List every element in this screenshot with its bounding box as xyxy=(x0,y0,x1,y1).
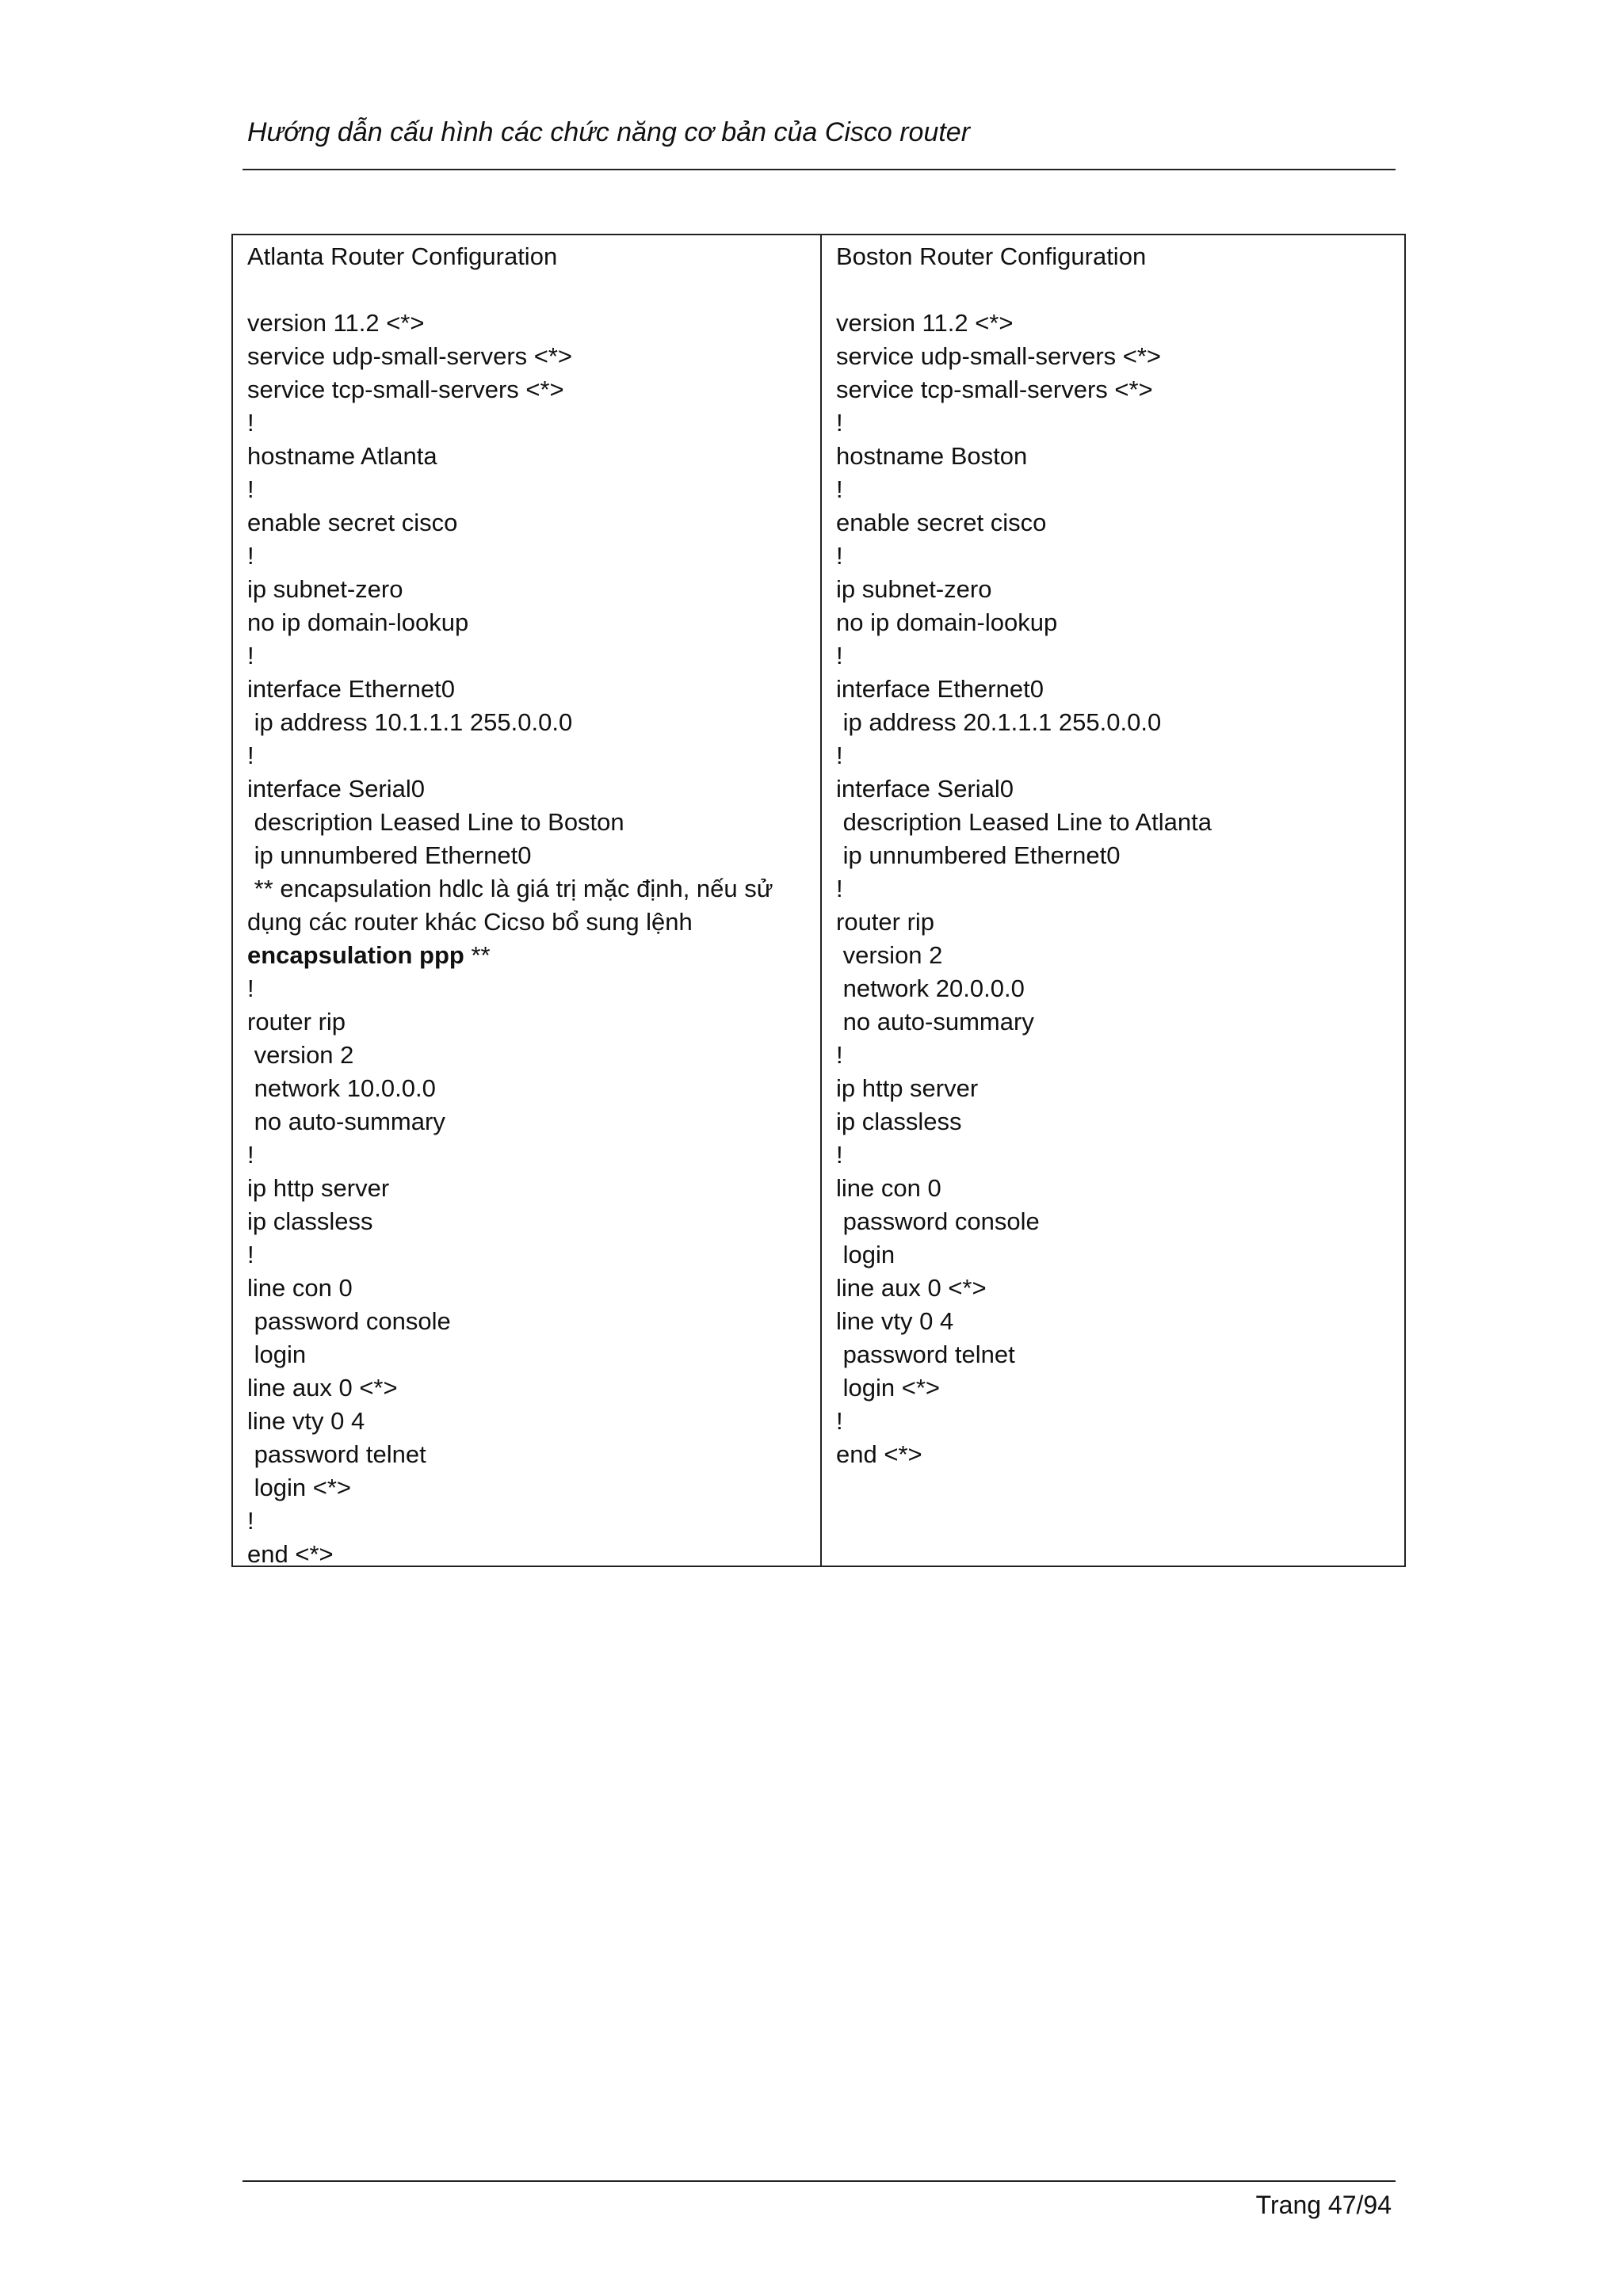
config-line: ! xyxy=(836,475,843,503)
config-line: password telnet xyxy=(836,1341,1015,1368)
config-line: ! xyxy=(247,409,254,437)
config-line: router rip xyxy=(836,908,935,936)
note-closing-marker: ** xyxy=(464,941,491,969)
config-line: ip unnumbered Ethernet0 xyxy=(836,841,1121,869)
config-line: end <*> xyxy=(247,1540,334,1566)
atlanta-config-lines xyxy=(247,307,808,872)
router-config-table xyxy=(231,234,1406,1567)
config-line: ! xyxy=(836,875,843,902)
config-line: ! xyxy=(247,974,254,1002)
config-line: ip subnet-zero xyxy=(836,575,992,603)
boston-config-title: Boston Router Configuration xyxy=(836,242,1147,270)
config-line: line con 0 xyxy=(836,1174,941,1202)
config-line: no ip domain-lookup xyxy=(836,608,1058,636)
config-line: password console xyxy=(247,1307,451,1335)
config-line: login xyxy=(247,1341,307,1368)
config-line: ! xyxy=(836,409,843,437)
config-line: network 20.0.0.0 xyxy=(836,974,1025,1002)
config-line: ! xyxy=(247,1141,254,1169)
config-line: ! xyxy=(836,1141,843,1169)
page-header-title: Hướng dẫn cấu hình các chức năng cơ bản của Cisco router xyxy=(247,117,971,147)
config-line: ip subnet-zero xyxy=(247,575,403,603)
config-line: ip http server xyxy=(247,1174,390,1202)
config-line: login <*> xyxy=(836,1374,940,1402)
config-line: ! xyxy=(247,475,254,503)
config-line: hostname Atlanta xyxy=(247,442,437,470)
boston-config-column xyxy=(822,235,1404,1566)
config-line: ! xyxy=(836,742,843,769)
config-line: login xyxy=(836,1241,896,1268)
config-line: ! xyxy=(836,642,843,669)
config-line: line aux 0 <*> xyxy=(836,1274,987,1302)
config-line: interface Serial0 xyxy=(247,775,426,803)
config-line: ip address 10.1.1.1 255.0.0.0 xyxy=(247,708,573,736)
config-line: no ip domain-lookup xyxy=(247,608,469,636)
config-line: interface Ethernet0 xyxy=(247,675,455,703)
config-line: no auto-summary xyxy=(247,1108,445,1135)
config-line: network 10.0.0.0 xyxy=(247,1074,436,1102)
config-line: ! xyxy=(247,1241,254,1268)
config-line: ! xyxy=(247,642,254,669)
config-line: ! xyxy=(247,1507,254,1535)
config-line: ip http server xyxy=(836,1074,979,1102)
config-line: ip classless xyxy=(836,1108,962,1135)
config-line: end <*> xyxy=(836,1440,922,1468)
config-line: no auto-summary xyxy=(836,1008,1034,1035)
atlanta-encapsulation-note-line2: dụng các router khác Cicso bổ sung lệnh xyxy=(247,908,693,936)
config-line: ! xyxy=(247,542,254,570)
config-line: interface Ethernet0 xyxy=(836,675,1044,703)
config-line: description Leased Line to Boston xyxy=(247,808,624,836)
config-line: router rip xyxy=(247,1008,346,1035)
config-line: ip address 20.1.1.1 255.0.0.0 xyxy=(836,708,1162,736)
config-line: ip unnumbered Ethernet0 xyxy=(247,841,532,869)
config-line: ip classless xyxy=(247,1207,373,1235)
header-divider xyxy=(242,169,1396,170)
boston-config-lines xyxy=(836,307,1392,1471)
config-line: service udp-small-servers <*> xyxy=(247,342,573,370)
config-line: password telnet xyxy=(247,1440,426,1468)
config-line: version 2 xyxy=(247,1041,354,1069)
config-line: line aux 0 <*> xyxy=(247,1374,398,1402)
config-line: hostname Boston xyxy=(836,442,1028,470)
config-line: version 11.2 <*> xyxy=(247,309,425,337)
config-line: version 2 xyxy=(836,941,943,969)
config-line: line con 0 xyxy=(247,1274,353,1302)
atlanta-config-title: Atlanta Router Configuration xyxy=(247,242,558,270)
config-line: login <*> xyxy=(247,1474,351,1501)
atlanta-encapsulation-note-line1: ** encapsulation hdlc là giá trị mặc định, nếu sử xyxy=(247,875,773,902)
config-line: line vty 0 4 xyxy=(247,1407,365,1435)
config-line: description Leased Line to Atlanta xyxy=(836,808,1212,836)
config-line: enable secret cisco xyxy=(247,509,458,536)
config-line: ! xyxy=(247,742,254,769)
config-line: line vty 0 4 xyxy=(836,1307,954,1335)
atlanta-config-lines-continued xyxy=(247,972,808,1566)
config-line: version 11.2 <*> xyxy=(836,309,1014,337)
config-line: ! xyxy=(836,1407,843,1435)
config-line: ! xyxy=(836,542,843,570)
atlanta-config-column xyxy=(233,235,822,1566)
config-line: password console xyxy=(836,1207,1040,1235)
footer-divider xyxy=(242,2180,1396,2182)
config-line: ! xyxy=(836,1041,843,1069)
encapsulation-ppp-command: encapsulation ppp xyxy=(247,941,464,969)
config-line: service tcp-small-servers <*> xyxy=(836,376,1153,403)
page-number: Trang 47/94 xyxy=(1255,2191,1392,2219)
config-line: service tcp-small-servers <*> xyxy=(247,376,564,403)
config-line: service udp-small-servers <*> xyxy=(836,342,1162,370)
config-line: enable secret cisco xyxy=(836,509,1047,536)
config-line: interface Serial0 xyxy=(836,775,1014,803)
atlanta-encapsulation-note-line3 xyxy=(247,939,808,972)
